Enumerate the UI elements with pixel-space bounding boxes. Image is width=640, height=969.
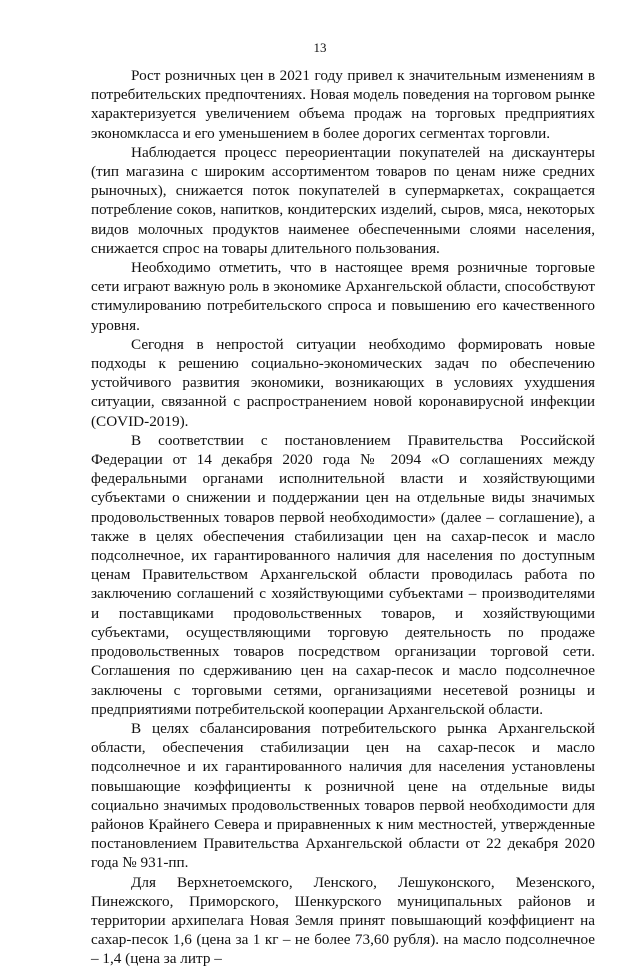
page-number: 13: [313, 40, 327, 55]
paragraph-discounters: Наблюдается процесс переориентации покупателей на дискаунтеры (тип магазина с широким ассортиментом товаров по ценам ниже средних рыночных), снижается поток покупателей в супермаркетах, сокращается потребление соков, напитков, кондитерских изделий, сыров, мяса, некоторых видов молочных продуктов наименее обеспеченными слоями населения, снижается спрос на товары длительного пользования.: [91, 143, 595, 257]
paragraph-district-coefficients: Для Верхнетоемского, Ленского, Лешуконского, Мезенского, Пинежского, Приморского, Шенкурского муниципальных районов и территории архипелага Новая Земля принят повышающий коэффициент на сахар-песок 1,6 (цена за 1 кг – не более 73,60 рубля). на масло подсолнечное – 1,4 (цена за литр –: [91, 873, 595, 968]
paragraph-government-decree: В соответствии с постановлением Правительства Российской Федерации от 14 декабря 2020 года № 2094 «О соглашениях между федеральными органами исполнительной власти и хозяйствующими субъектами о снижении и поддержании цен на отдельные виды значимых продовольственных товаров первой необходимости» (далее – соглашение), а также в целях обеспечения стабилизации цен на сахар-песок и масло подсолнечное, их гарантированного наличия для населения по доступным ценам Правительством Архангельской области проводилась работа по заключению соглашений с хозяйствующими субъектами – производителями и поставщиками продовольственных товаров, и хозяйствующими субъектами, осуществляющими торговую деятельность по продаже продовольственных товаров посредством организации торговой сети. Соглашения по сдерживанию цен на сахар-песок и масло подсолнечное заключены с торговыми сетями, организациями несетевой розницы и предприятиями потребительской кооперации Архангельской области.: [91, 431, 595, 718]
paragraph-new-approaches: Сегодня в непростой ситуации необходимо формировать новые подходы к решению социально-экономических задач по обеспечению устойчивого развития экономики, возникающих в условиях ухудшения ситуации, связанной с распространением новой коронавирусной инфекции (COVID-2019).: [91, 335, 595, 430]
document-body: [91, 66, 595, 969]
paragraph-retail-prices: Рост розничных цен в 2021 году привел к значительным изменениям в потребительских предпочтениях. Новая модель поведения на торговом рынке характеризуется увеличением объема продаж на торговых предприятиях экономкласса и его уменьшением в более дорогих сегментах торговли.: [91, 67, 595, 142]
paragraph-market-balancing: В целях сбалансирования потребительского рынка Архангельской области, обеспечения стабилизации цен на сахар-песок и масло подсолнечное и их гарантированного наличия для населения установлены повышающие коэффициенты к розничной цене на отдельные виды социально значимых продовольственных товаров первой необходимости для районов Крайнего Севера и приравненных к ним местностей, утвержденные постановлением Правительства Архангельской области от 22 декабря 2020 года № 931-пп.: [91, 719, 595, 872]
paragraph-retail-chains: Необходимо отметить, что в настоящее время розничные торговые сети играют важную роль в экономике Архангельской области, способствуют стимулированию потребительского спроса и повышению его качественного уровня.: [91, 259, 595, 334]
